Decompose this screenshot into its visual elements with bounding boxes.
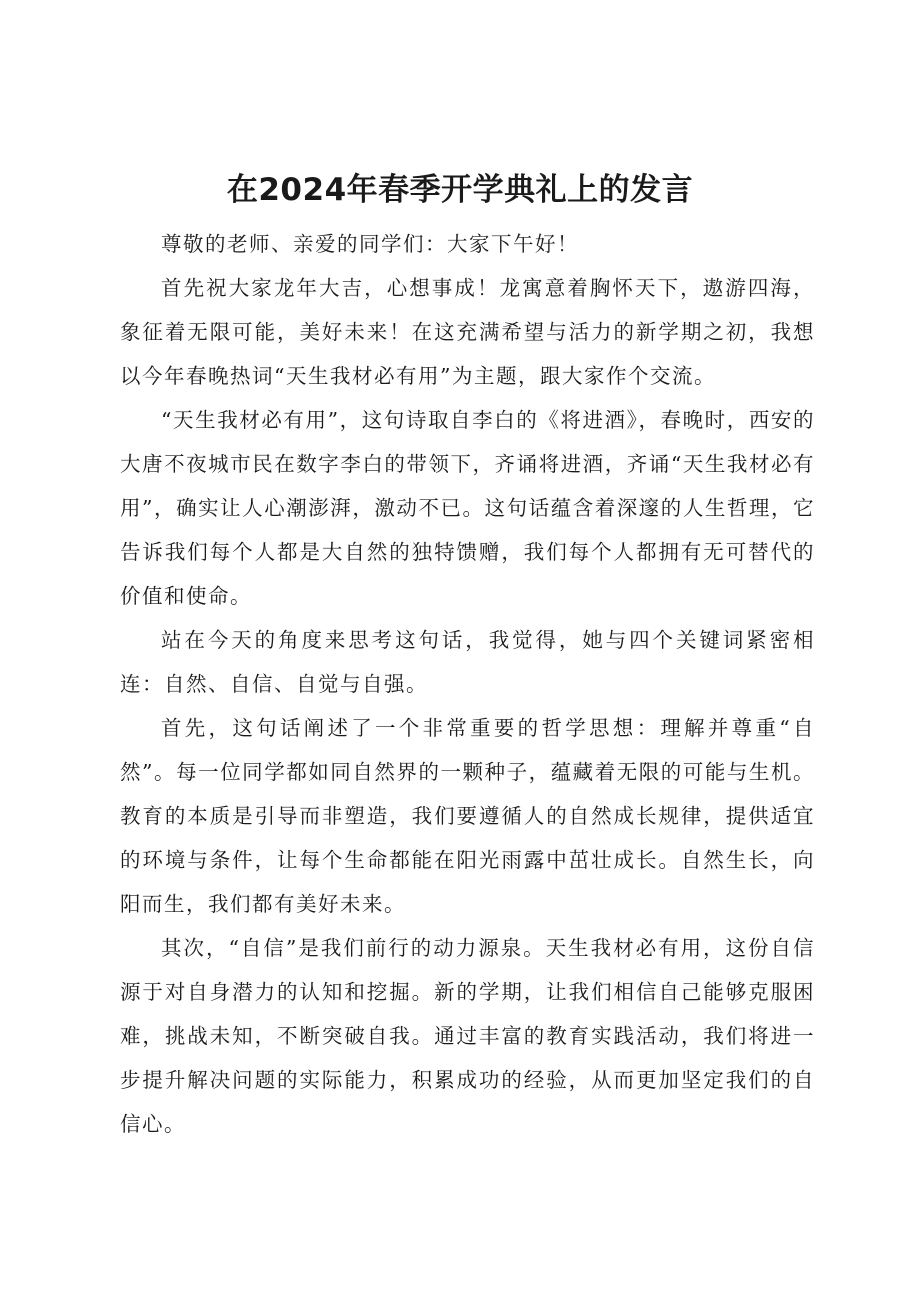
paragraph-poem: “天生我材必有用”，这句诗取自李白的《将进酒》，春晚时，西安的大唐不夜城市民在数字李白的带领下，齐诵将进酒，齐诵“天生我材必有用”，确实让人心潮澎湃，激动不已。这句话蕴含着深邃的人生哲理，它告诉我们每个人都是大自然的独特馈赠，我们每个人都拥有无可替代的价值和使命。	[120, 408, 815, 608]
paragraph-keywords: 站在今天的角度来思考这句话，我觉得，她与四个关键词紧密相连：自然、自信、自觉与自强。	[120, 628, 815, 696]
paragraph-greeting: 尊敬的老师、亲爱的同学们：大家下午好！	[161, 232, 579, 256]
paragraph-confidence: 其次，“自信”是我们前行的动力源泉。天生我材必有用，这份自信源于对自身潜力的认知和挖掘。新的学期，让我们相信自己能够克服困难，挑战未知，不断突破自我。通过丰富的教育实践活动，我们将进一步提升解决问题的实际能力，积累成功的经验，从而更加坚定我们的自信心。	[120, 936, 815, 1136]
document-body	[120, 222, 815, 1146]
paragraph-nature: 首先，这句话阐述了一个非常重要的哲学思想：理解并尊重“自然”。每一位同学都如同自然界的一颗种子，蕴藏着无限的可能与生机。教育的本质是引导而非塑造，我们要遵循人的自然成长规律，提供适宜的环境与条件，让每个生命都能在阳光雨露中茁壮成长。自然生长，向阳而生，我们都有美好未来。	[120, 716, 815, 916]
document-title: 在2024年春季开学典礼上的发言	[226, 172, 694, 208]
paragraph-opening: 首先祝大家龙年大吉，心想事成！龙寓意着胸怀天下，遨游四海，象征着无限可能，美好未来！在这充满希望与活力的新学期之初，我想以今年春晚热词“天生我材必有用”为主题，跟大家作个交流。	[120, 276, 815, 388]
